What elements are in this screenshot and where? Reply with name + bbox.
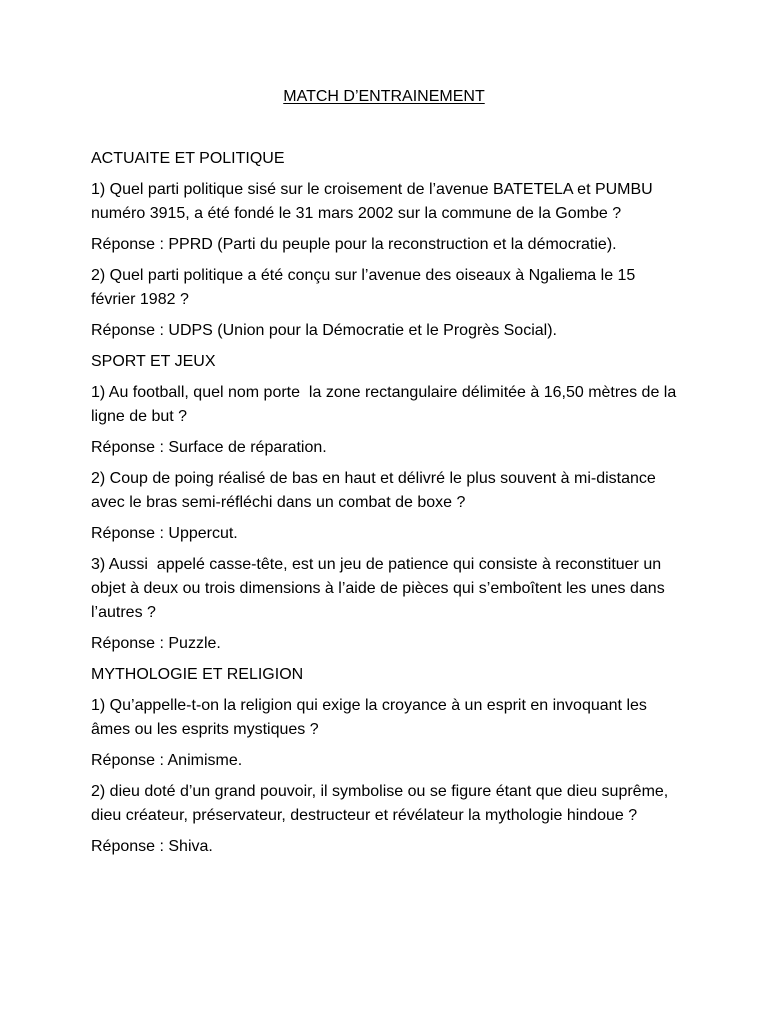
answer: Réponse : UDPS (Union pour la Démocratie et le Progrès Social). bbox=[91, 322, 557, 339]
section-mythologie-religion bbox=[91, 663, 681, 859]
answer: Réponse : Puzzle. bbox=[91, 635, 221, 652]
question: 1) Qu’appelle-t-on la religion qui exige la croyance à un esprit en invoquant les âmes ou les esprits mystiques ? bbox=[91, 697, 652, 738]
section-heading: SPORT ET JEUX bbox=[91, 353, 216, 370]
section-heading: ACTUAITE ET POLITIQUE bbox=[91, 150, 285, 167]
answer: Réponse : Animisme. bbox=[91, 752, 243, 769]
question: 1) Quel parti politique sisé sur le croisement de l’avenue BATETELA et PUMBU numéro 3915, a été fondé le 31 mars 2002 sur la commune de la Gombe ? bbox=[91, 181, 658, 222]
question: 2) Coup de poing réalisé de bas en haut et délivré le plus souvent à mi-distance avec le bras semi-réfléchi dans un combat de boxe ? bbox=[91, 470, 661, 511]
section-heading: MYTHOLOGIE ET RELIGION bbox=[91, 666, 304, 683]
answer: Réponse : Surface de réparation. bbox=[91, 439, 327, 456]
answer: Réponse : PPRD (Parti du peuple pour la reconstruction et la démocratie). bbox=[91, 236, 617, 253]
section-sport-jeux bbox=[91, 350, 681, 656]
section-actualite-politique bbox=[91, 147, 681, 343]
question: 3) Aussi appelé casse-tête, est un jeu de patience qui consiste à reconstituer un objet à deux ou trois dimensions à l’aide de pièces qui s’emboîtent les unes dans l’autres ? bbox=[91, 556, 670, 621]
question: 1) Au football, quel nom porte la zone rectangulaire délimitée à 16,50 mètres de la ligne de but ? bbox=[91, 384, 681, 425]
page-title: MATCH D’ENTRAINEMENT bbox=[283, 88, 485, 105]
question: 2) Quel parti politique a été conçu sur l’avenue des oiseaux à Ngaliema le 15 février 1982 ? bbox=[91, 267, 640, 308]
answer: Réponse : Shiva. bbox=[91, 838, 213, 855]
answer: Réponse : Uppercut. bbox=[91, 525, 238, 542]
question: 2) dieu doté d’un grand pouvoir, il symbolise ou se figure étant que dieu suprême, dieu créateur, préservateur, destructeur et révélateur la mythologie hindoue ? bbox=[91, 783, 673, 824]
document-body bbox=[91, 147, 681, 866]
